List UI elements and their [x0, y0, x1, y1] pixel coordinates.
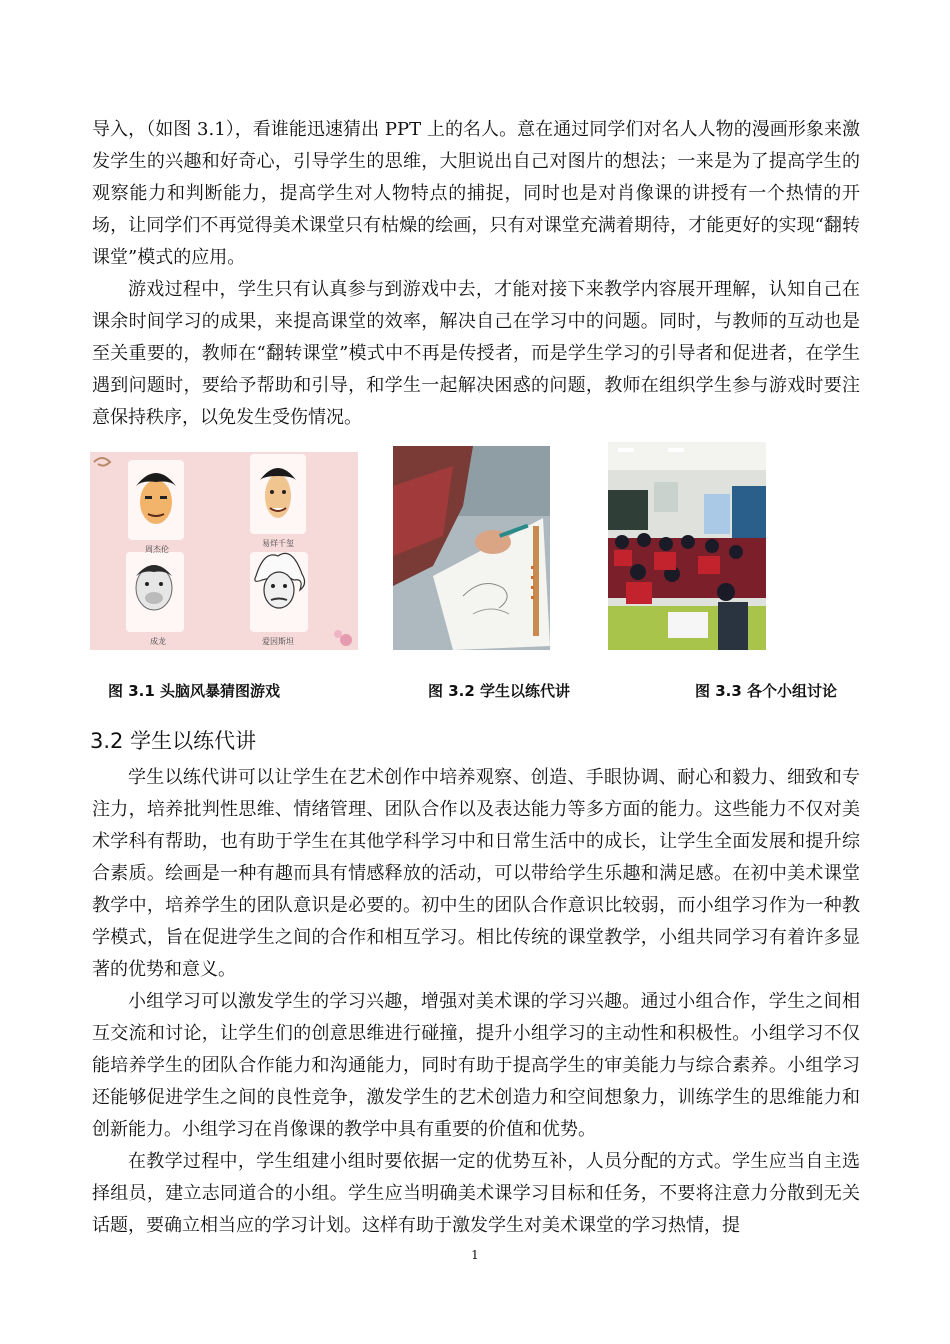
student-drawing-photo [393, 446, 550, 650]
paragraph-intro-game: 导入，（如图 3.1），看谁能迅速猜出 PPT 上的名人。意在通过同学们对名人人物的漫画形象来激发学生的兴趣和好奇心，引导学生的思维，大胆说出自己对图片的想法；一来是为了提高学生的观察能力和判断能力，提高学生对人物特点的捕捉，同时也是对肖像课的讲授有一个热情的开场，让同学们不再觉得美术课堂只有枯燥的绘画，只有对课堂充满着期待，才能更好的实现“翻转课堂”模式的应用。 [92, 119, 860, 268]
figure-caricature-board [90, 452, 358, 650]
figure-student-drawing-photo [393, 446, 550, 650]
caricature-name: 爱因斯坦 [262, 637, 294, 646]
paragraph-group-learning: 小组学习可以激发学生的学习兴趣，增强对美术课的学习兴趣。通过小组合作，学生之间相互交流和讨论，让学生们的创意思维进行碰撞，提升小组学习的主动性和积极性。小组学习不仅能培养学生的团队合作能力和沟通能力，同时有助于提高学生的审美能力与综合素养。小组学习还能够促进学生之间的良性竞争，激发学生的艺术创造力和空间想象力，训练学生的思维能力和创新能力。小组学习在肖像课的教学中具有重要的价值和优势。 [92, 991, 860, 1140]
section-heading: 3.2 学生以练代讲 [90, 729, 257, 753]
caricature-board-illustration [90, 452, 358, 650]
paragraph-practice-teaching: 学生以练代讲可以让学生在艺术创作中培养观察、创造、手眼协调、耐心和毅力、细致和专注力，培养批判性思维、情绪管理、团队合作以及表达能力等多方面的能力。这些能力不仅对美术学科有帮助，也有助于学生在其他学科学习中和日常生活中的成长，让学生全面发展和提升综合素质。绘画是一种有趣而具有情感释放的活动，可以带给学生乐趣和满足感。在初中美术课堂教学中，培养学生的团队意识是必要的。初中生的团队合作意识比较弱，而小组学习作为一种教学模式，旨在促进学生之间的合作和相互学习。相比传统的课堂教学，小组共同学习有着许多显著的优势和意义。 [92, 767, 860, 980]
caricature-name: 易烊千玺 [262, 539, 294, 548]
caricature-name: 周杰伦 [145, 545, 169, 554]
figure-caption: 图 3.2 学生以练代讲 [428, 682, 571, 700]
caricature-name: 成龙 [150, 637, 166, 646]
figure-caption: 图 3.3 各个小组讨论 [695, 682, 838, 700]
figure-caption: 图 3.1 头脑风暴猜图游戏 [108, 682, 281, 700]
page-number: 1 [471, 1248, 479, 1262]
classroom-photo [608, 442, 766, 650]
paragraph-game-process: 游戏过程中，学生只有认真参与到游戏中去，才能对接下来教学内容展开理解，认知自己在课余时间学习的成果，来提高课堂的效率，解决自己在学习中的问题。同时，与教师的互动也是至关重要的，教师在“翻转课堂”模式中不再是传授者，而是学生学习的引导者和促进者，在学生遇到问题时，要给予帮助和引导，和学生一起解决困惑的问题，教师在组织学生参与游戏时要注意保持秩序，以免发生受伤情况。 [92, 279, 860, 428]
figure-classroom-photo [608, 442, 766, 650]
paragraph-group-formation: 在教学过程中，学生组建小组时要依据一定的优势互补，人员分配的方式。学生应当自主选择组员，建立志同道合的小组。学生应当明确美术课学习目标和任务，不要将注意力分散到无关话题，要确立相当应的学习计划。这样有助于激发学生对美术课堂的学习热情，提 [92, 1151, 860, 1236]
